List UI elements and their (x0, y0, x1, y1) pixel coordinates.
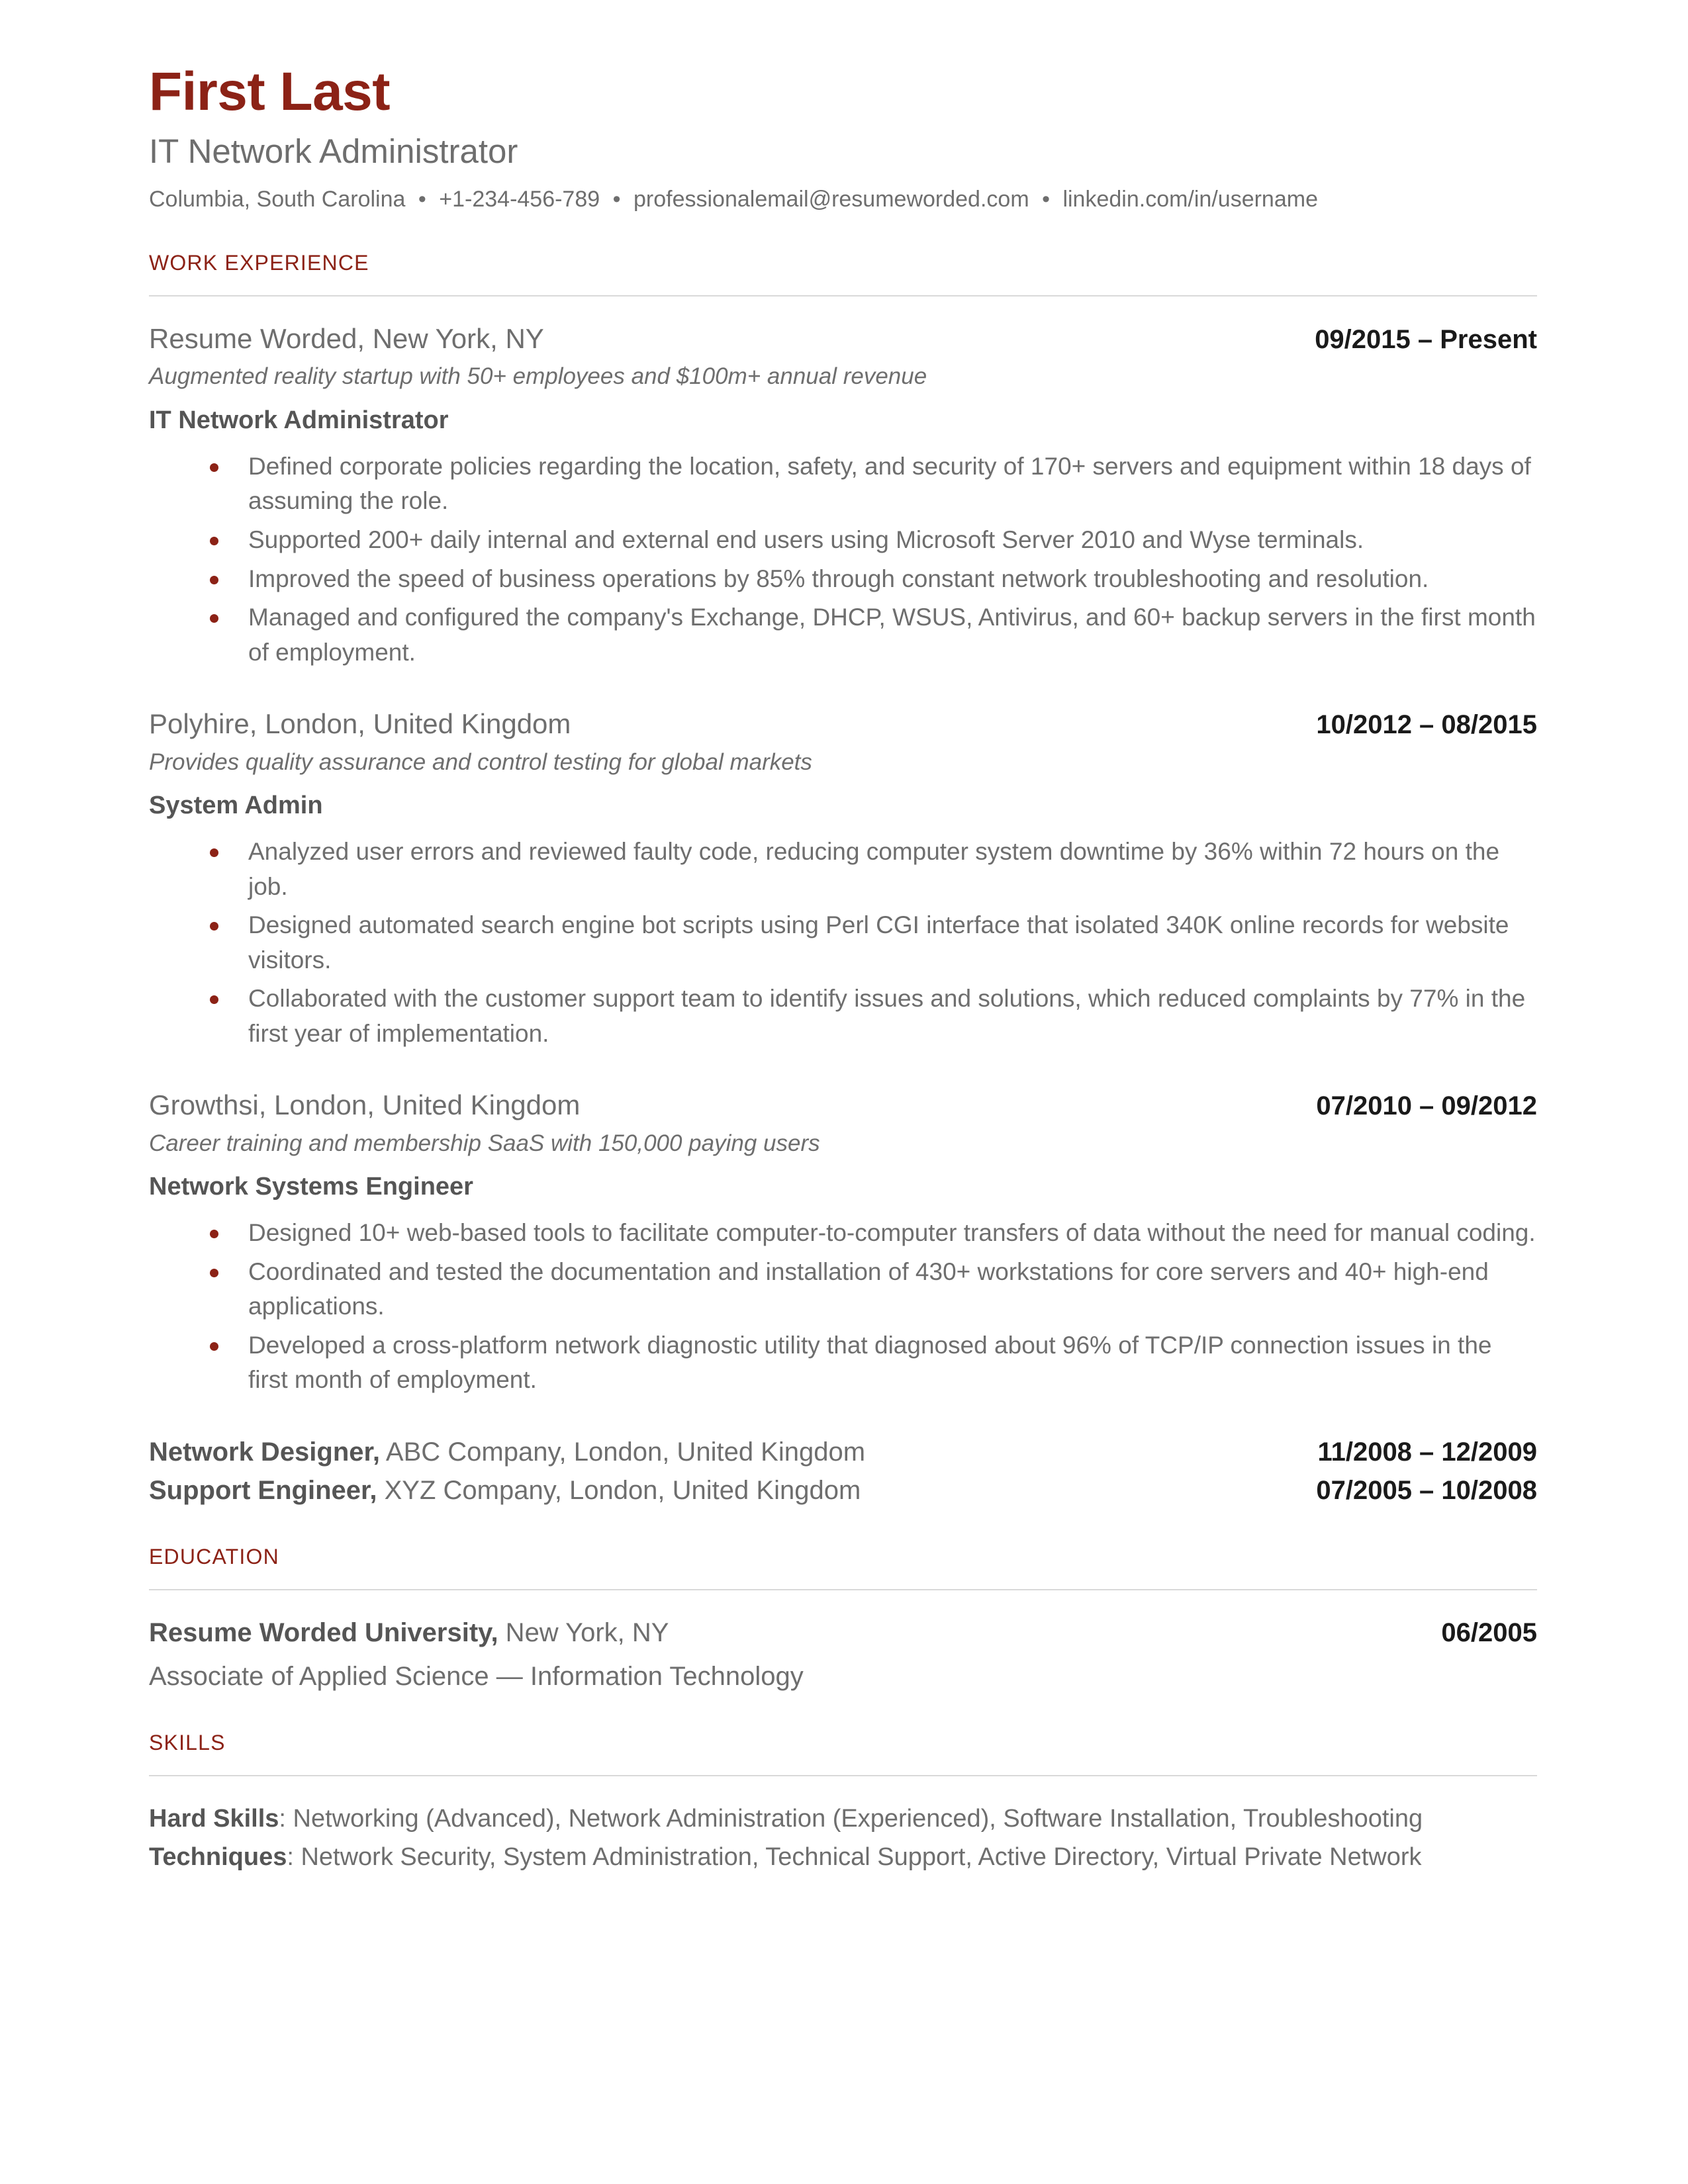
section-divider-skills (149, 1775, 1537, 1776)
work-bullet-list (149, 449, 1537, 670)
bullet-dot-icon (210, 1230, 218, 1238)
work-bullet (149, 908, 1537, 978)
education-date: 06/2005 (1441, 1617, 1537, 1647)
work-dates: 09/2015 – Present (1315, 324, 1537, 354)
section-education (149, 1545, 1537, 1694)
contact-phone: +1-234-456-789 (439, 186, 600, 212)
work-bullet-text: Analyzed user errors and reviewed faulty code, reducing computer system downtime by 36% within 72 hours on the job. (248, 838, 1500, 900)
bullet-dot-icon (210, 537, 218, 545)
work-bullet (149, 1255, 1537, 1324)
work-entry-header (149, 1088, 1537, 1123)
work-company: Polyhire, London, United Kingdom (149, 708, 571, 740)
education-entry-header (149, 1615, 1537, 1650)
work-company: Resume Worded, New York, NY (149, 322, 544, 354)
work-bullet (149, 523, 1537, 558)
short-role-dates: 07/2005 – 10/2008 (1316, 1475, 1537, 1505)
work-bullet-text: Designed automated search engine bot scripts using Perl CGI interface that isolated 340K online records for website visitors. (248, 911, 1509, 974)
bullet-dot-icon (210, 463, 218, 472)
work-job-title: IT Network Administrator (149, 406, 449, 434)
short-role-detail: XYZ Company, London, United Kingdom (377, 1475, 861, 1505)
work-dates: 10/2012 – 08/2015 (1316, 710, 1537, 740)
skill-line (149, 1840, 1537, 1876)
skill-values: : Networking (Advanced), Network Administration (Experienced), Software Installation, Troubleshooting (279, 1804, 1423, 1833)
bullet-dot-icon (210, 1342, 218, 1351)
work-entry-header (149, 322, 1537, 357)
work-entry (149, 1088, 1537, 1398)
work-job-title: Network Systems Engineer (149, 1173, 473, 1201)
skill-label: Techniques (149, 1843, 287, 1871)
short-role-title: Network Designer, (149, 1437, 381, 1467)
work-company-blurb: Career training and membership SaaS with 150,000 paying users (149, 1130, 820, 1156)
work-entry (149, 707, 1537, 1051)
section-heading-skills: SKILLS (149, 1730, 226, 1754)
short-role-dates: 11/2008 – 12/2009 (1317, 1437, 1537, 1467)
contact-line (149, 185, 1537, 214)
work-bullet-text: Collaborated with the customer support team to identify issues and solutions, which reduced complaints by 77% in the first year of implementation. (248, 985, 1526, 1047)
work-bullet (149, 562, 1537, 597)
section-work-experience (149, 251, 1537, 1508)
section-divider-work (149, 295, 1537, 296)
contact-separator-2: • (612, 186, 621, 212)
education-school-name: Resume Worded University, (149, 1617, 498, 1647)
work-bullet-text: Supported 200+ daily internal and external end users using Microsoft Server 2010 and Wyse terminals. (248, 525, 1364, 553)
short-role-left (149, 1435, 865, 1469)
skill-label: Hard Skills (149, 1804, 279, 1833)
short-role-row (149, 1473, 1537, 1508)
bullet-dot-icon (210, 922, 218, 931)
education-school-location: New York, NY (498, 1617, 669, 1647)
work-bullet (149, 835, 1537, 904)
professional-headline: IT Network Administrator (149, 132, 518, 171)
work-bullet-list (149, 1216, 1537, 1398)
work-bullet (149, 981, 1537, 1051)
work-bullet (149, 449, 1537, 519)
section-divider-education (149, 1589, 1537, 1590)
work-bullet-text: Improved the speed of business operations by 85% through constant network troubleshooting and resolution. (248, 565, 1429, 592)
resume-header (149, 64, 1537, 214)
work-bullet-text: Defined corporate policies regarding the location, safety, and security of 170+ servers and equipment within 18 days of assuming the role. (248, 452, 1531, 515)
skill-line (149, 1801, 1537, 1837)
work-bullet-text: Developed a cross-platform network diagnostic utility that diagnosed about 96% of TCP/IP connection issues in the first month of employment. (248, 1331, 1492, 1394)
work-company: Growthsi, London, United Kingdom (149, 1089, 581, 1121)
bullet-dot-icon (210, 995, 218, 1004)
work-bullet-text: Designed 10+ web-based tools to facilitate computer-to-computer transfers of data without the need for manual coding. (248, 1219, 1536, 1247)
short-role-left (149, 1473, 861, 1508)
short-role-row (149, 1435, 1537, 1469)
short-role-list (149, 1435, 1537, 1508)
work-company-blurb: Provides quality assurance and control testing for global markets (149, 749, 812, 775)
work-bullet-list (149, 835, 1537, 1051)
contact-location: Columbia, South Carolina (149, 186, 406, 212)
bullet-dot-icon (210, 1269, 218, 1277)
section-heading-work-experience: WORK EXPERIENCE (149, 250, 369, 275)
work-job-title: System Admin (149, 792, 323, 820)
work-bullet-text: Coordinated and tested the documentation and installation of 430+ workstations for core servers and 40+ high-end applications. (248, 1257, 1489, 1320)
bullet-dot-icon (210, 848, 218, 857)
work-bullet (149, 1216, 1537, 1251)
work-bullet (149, 1328, 1537, 1398)
skill-values: : Network Security, System Administration, Technical Support, Active Directory, Virtual Private Network (287, 1843, 1422, 1871)
work-dates: 07/2010 – 09/2012 (1316, 1091, 1537, 1121)
contact-email[interactable]: professionalemail@resumeworded.com (633, 186, 1029, 212)
bullet-dot-icon (210, 576, 218, 584)
short-role-title: Support Engineer, (149, 1475, 377, 1505)
short-role-detail: ABC Company, London, United Kingdom (380, 1437, 866, 1467)
bullet-dot-icon (210, 614, 218, 623)
work-bullet (149, 600, 1537, 670)
contact-separator-3: • (1042, 186, 1050, 212)
page-title: First Last (149, 62, 391, 122)
work-entry (149, 322, 1537, 670)
education-school (149, 1615, 669, 1650)
contact-linkedin[interactable]: linkedin.com/in/username (1062, 186, 1318, 212)
section-skills (149, 1731, 1537, 1876)
contact-separator-1: • (418, 186, 426, 212)
section-heading-education: EDUCATION (149, 1544, 279, 1569)
education-degree: Associate of Applied Science — Information Technology (149, 1661, 804, 1691)
work-bullet-text: Managed and configured the company's Exchange, DHCP, WSUS, Antivirus, and 60+ backup servers in the first month of employment. (248, 604, 1536, 666)
work-entry-header (149, 707, 1537, 742)
work-company-blurb: Augmented reality startup with 50+ employees and $100m+ annual revenue (149, 363, 927, 390)
